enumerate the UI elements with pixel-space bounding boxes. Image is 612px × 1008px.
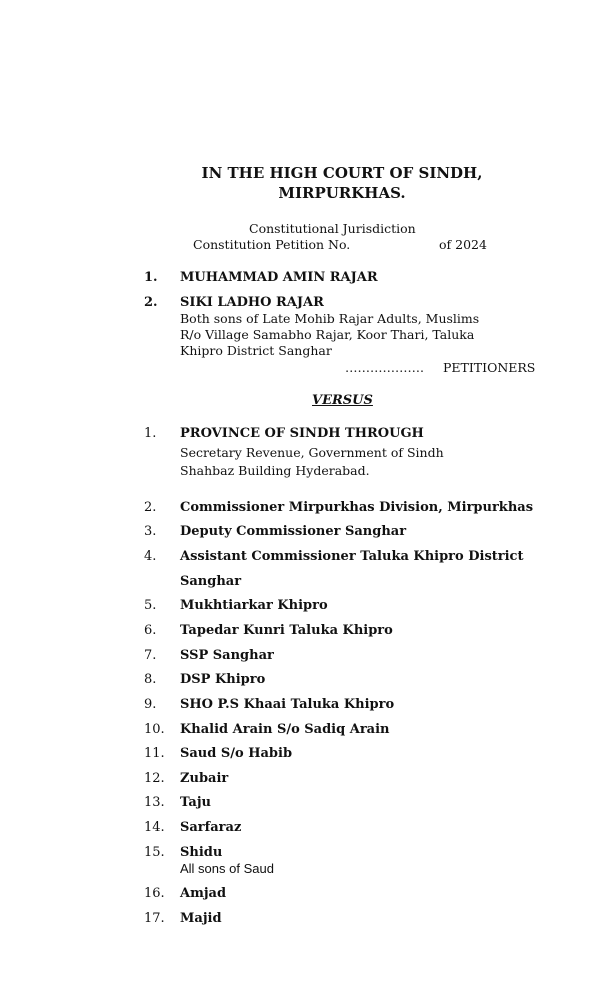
respondent-number: 2.: [144, 500, 157, 515]
respondent-name: Tapedar Kunri Taluka Khipro: [180, 623, 393, 638]
respondent-name: Khalid Arain S/o Sadiq Arain: [180, 722, 390, 737]
petition-label: Constitution Petition No.: [193, 237, 351, 252]
petitioner-detail: Both sons of Late Mohib Rajar Adults, Muslims: [180, 311, 480, 326]
respondent-number: 17.: [144, 911, 165, 926]
respondent-number: 13.: [144, 795, 165, 810]
respondent-name: Commissioner Mirpurkhas Division, Mirpurkhas: [180, 500, 534, 515]
respondent-detail: All sons of Saud: [180, 861, 274, 876]
petitioner-detail: R/o Village Samabho Rajar, Koor Thari, Taluka: [180, 327, 475, 342]
respondent-number: 15.: [144, 845, 165, 860]
respondent-number: 5.: [144, 598, 157, 613]
respondent-name: Shidu: [180, 845, 223, 860]
respondent-number: 6.: [144, 623, 157, 638]
respondent-number: 16.: [144, 886, 165, 901]
respondent-name: SHO P.S Khaai Taluka Khipro: [180, 697, 395, 712]
respondent-name: Amjad: [180, 886, 227, 901]
petitioner-number: 2.: [144, 295, 158, 310]
versus-heading: VERSUS: [312, 393, 373, 408]
respondent-number: 9.: [144, 697, 157, 712]
respondent-name: PROVINCE OF SINDH THROUGH: [180, 426, 424, 441]
petitioner-detail: Khipro District Sanghar: [180, 343, 332, 358]
respondent-name: SSP Sanghar: [180, 648, 274, 663]
respondent-name: DSP Khipro: [180, 672, 266, 687]
respondent-name: Sarfaraz: [180, 820, 242, 835]
petitioners-dots: ……………….: [345, 360, 424, 375]
respondent-number: 8.: [144, 672, 157, 687]
respondent-number: 3.: [144, 524, 157, 539]
respondent-name: Deputy Commissioner Sanghar: [180, 524, 407, 539]
petitioner-name: MUHAMMAD AMIN RAJAR: [180, 270, 378, 285]
respondent-name: Sanghar: [180, 574, 242, 589]
petitioner-number: 1.: [144, 270, 158, 285]
respondent-detail: Secretary Revenue, Government of Sindh: [180, 445, 444, 460]
respondent-number: 14.: [144, 820, 165, 835]
respondent-number: 7.: [144, 648, 157, 663]
petition-year: of 2024: [439, 237, 487, 252]
respondent-number: 10.: [144, 722, 165, 737]
respondent-number: 4.: [144, 549, 157, 564]
respondent-name: Mukhtiarkar Khipro: [180, 598, 328, 613]
respondent-name: Zubair: [180, 771, 229, 786]
respondent-name: Majid: [180, 911, 222, 926]
court-title-line2: MIRPURKHAS.: [278, 184, 406, 202]
respondent-name: Taju: [180, 795, 212, 810]
petitioner-name: SIKI LADHO RAJAR: [180, 295, 324, 310]
respondent-number: 12.: [144, 771, 165, 786]
petitioners-label: PETITIONERS: [443, 360, 536, 375]
respondent-name: Saud S/o Habib: [180, 746, 293, 761]
respondent-number: 1.: [144, 426, 157, 441]
respondent-number: 11.: [144, 746, 165, 761]
respondent-name: Assistant Commissioner Taluka Khipro District: [180, 549, 524, 564]
court-title-line1: IN THE HIGH COURT OF SINDH,: [201, 164, 483, 182]
respondent-detail: Shahbaz Building Hyderabad.: [180, 463, 370, 478]
jurisdiction: Constitutional Jurisdiction: [249, 221, 416, 236]
